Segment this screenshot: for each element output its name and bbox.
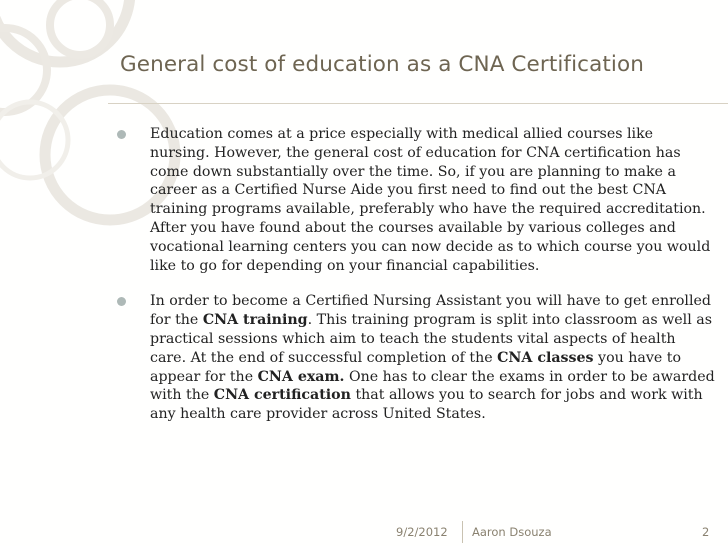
footer-author: Aaron Dsouza xyxy=(472,525,552,539)
slide-body xyxy=(116,125,716,441)
bullet-text xyxy=(150,292,716,424)
keyword-cna-training: CNA training xyxy=(202,312,308,329)
footer-page-number: 2 xyxy=(702,525,710,539)
keyword-cna-certification: CNA certification xyxy=(213,387,351,404)
bullet-text-segment: In order to become a Certified Nursing Assistant you will have to get enrolled for the xyxy=(150,293,711,329)
footer-separator xyxy=(462,521,463,543)
bullet-text-segment: that allows you to search for jobs and work with any health care provider across United States. xyxy=(150,387,703,423)
footer-date: 9/2/2012 xyxy=(396,525,448,539)
bullet-text-segment: you have to appear for the xyxy=(150,349,682,385)
slide-title: General cost of education as a CNA Certification xyxy=(120,52,644,77)
bullet-item xyxy=(116,125,716,275)
bullet-text-segment: . This training program is split into classroom as well as practical sessions which aim to teach the students vital aspects of health care. At the end of successful completion of the xyxy=(150,312,712,366)
keyword-cna-classes: CNA classes xyxy=(497,349,594,366)
bullet-text: Education comes at a price especially with medical allied courses like nursing. However, the general cost of education for CNA certification has come down substantially over the time. So, if you are planning to make a career as a Certified Nurse Aide you first need to find out the best CNA training programs available, preferably who have the required accreditation. After you have found about the courses available by various colleges and vocational learning centers you can now decide as to which course you would like to go for depending on your financial capabilities. xyxy=(150,126,711,274)
title-divider xyxy=(108,103,728,104)
keyword-cna-exam: CNA exam. xyxy=(257,368,345,385)
bullet-marker-icon xyxy=(117,130,126,139)
bullet-marker-icon xyxy=(117,297,126,306)
bullet-item xyxy=(116,292,716,424)
bullet-text-segment: One has to clear the exams in order to be awarded with the xyxy=(150,368,715,404)
